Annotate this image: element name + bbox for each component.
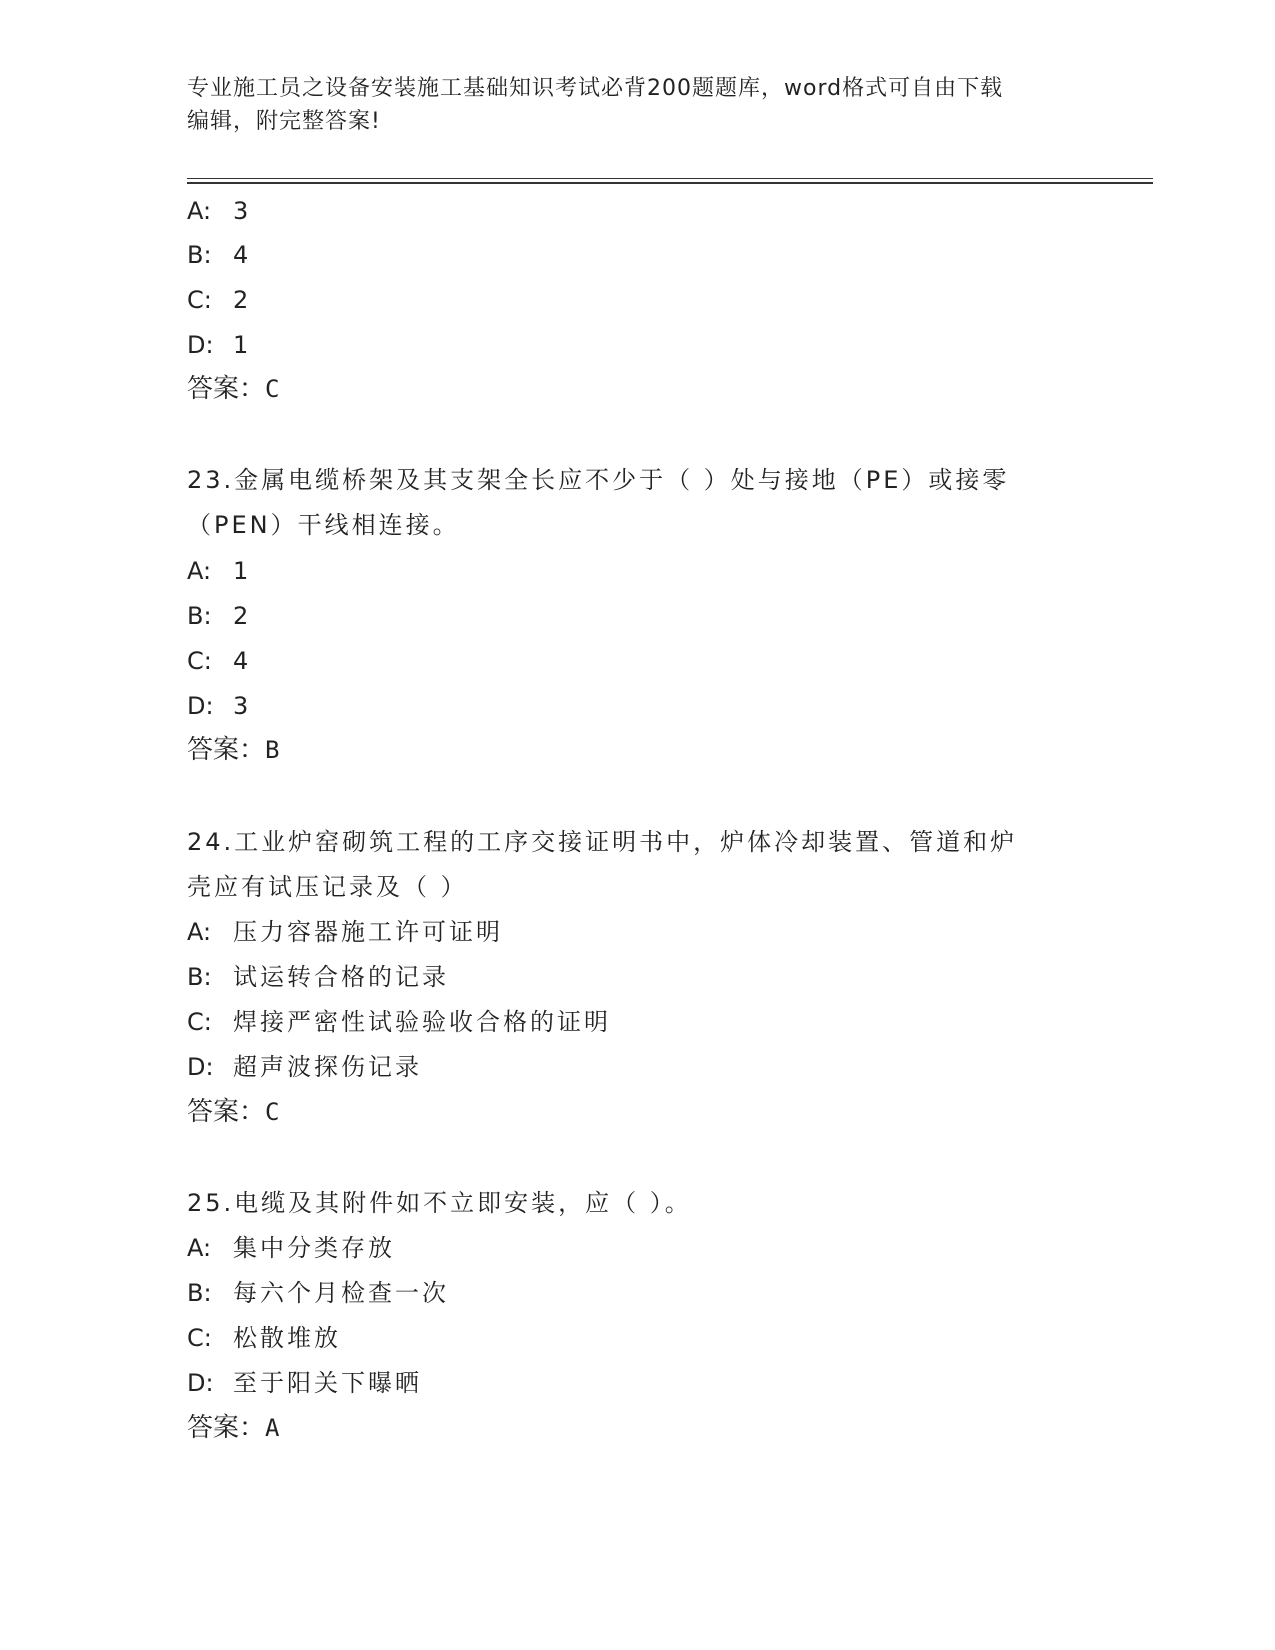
q23-option-a [187, 556, 251, 586]
option-text: 4 [233, 241, 252, 269]
header-line-2: 编辑，附完整答案! [187, 109, 381, 134]
answer-value: A [265, 1414, 280, 1442]
header-rule-thick [187, 182, 1153, 184]
option-key: C: [187, 647, 212, 675]
answer-value: C [265, 1098, 280, 1126]
q24-stem-line-1: 24.工业炉窑砌筑工程的工序交接证明书中，炉体冷却装置、管道和炉 [187, 828, 1018, 856]
option-key: A: [187, 557, 212, 585]
q25-stem-line-1: 25.电缆及其附件如不立即安装，应（ ）。 [187, 1189, 692, 1217]
q23-option-c [187, 646, 251, 676]
option-text: 超声波探伤记录 [233, 1053, 422, 1081]
option-key: A: [187, 197, 212, 225]
q23-answer [187, 735, 279, 765]
option-text: 2 [233, 602, 252, 630]
option-text: 3 [233, 692, 252, 720]
q23-option-b [187, 601, 251, 631]
option-text: 集中分类存放 [233, 1234, 395, 1262]
q22-option-c [187, 285, 251, 315]
q25-option-d [187, 1368, 422, 1398]
q24-answer [187, 1097, 279, 1127]
option-key: D: [187, 1053, 214, 1081]
answer-value: B [265, 736, 280, 764]
option-key: C: [187, 1324, 212, 1352]
q22-option-d [187, 330, 251, 360]
option-text: 1 [233, 331, 252, 359]
option-text: 试运转合格的记录 [233, 963, 449, 991]
q24-option-b [187, 962, 449, 992]
header-rule-thin [187, 178, 1153, 179]
option-text: 松散堆放 [233, 1324, 341, 1352]
q24-option-d [187, 1052, 422, 1082]
option-key: B: [187, 1279, 212, 1307]
option-key: A: [187, 918, 212, 946]
option-key: D: [187, 331, 214, 359]
q22-answer [187, 374, 279, 404]
option-key: B: [187, 241, 212, 269]
option-text: 每六个月检查一次 [233, 1279, 449, 1307]
option-text: 3 [233, 197, 252, 225]
option-key: A: [187, 1234, 212, 1262]
answer-label: 答案： [187, 1097, 266, 1127]
option-text: 至于阳关下曝晒 [233, 1369, 422, 1397]
option-key: C: [187, 286, 212, 314]
q24-option-a [187, 917, 503, 947]
option-key: D: [187, 1369, 214, 1397]
q23-stem-line-2: （PEN）干线相连接。 [187, 511, 460, 539]
q24-stem-line-2: 壳应有试压记录及（ ） [187, 873, 468, 901]
option-text: 4 [233, 647, 252, 675]
q22-option-b [187, 240, 251, 270]
option-key: D: [187, 692, 214, 720]
answer-value: C [265, 375, 280, 403]
option-key: B: [187, 602, 212, 630]
q22-option-a [187, 196, 251, 226]
option-text: 1 [233, 557, 252, 585]
q24-option-c [187, 1007, 611, 1037]
document-header [187, 72, 1087, 138]
q23-stem-line-1: 23.金属电缆桥架及其支架全长应不少于（ ）处与接地（PE）或接零 [187, 466, 1010, 494]
q25-option-c [187, 1323, 341, 1353]
option-key: B: [187, 963, 212, 991]
option-text: 2 [233, 286, 252, 314]
header-line-1: 专业施工员之设备安装施工基础知识考试必背200题题库，word格式可自由下载 [187, 76, 1004, 101]
option-key: C: [187, 1008, 212, 1036]
q25-answer [187, 1413, 279, 1443]
q25-option-b [187, 1278, 449, 1308]
q25-option-a [187, 1233, 395, 1263]
answer-label: 答案： [187, 374, 266, 404]
answer-label: 答案： [187, 1413, 266, 1443]
answer-label: 答案： [187, 735, 266, 765]
q23-option-d [187, 691, 251, 721]
option-text: 焊接严密性试验验收合格的证明 [233, 1008, 611, 1036]
option-text: 压力容器施工许可证明 [233, 918, 503, 946]
